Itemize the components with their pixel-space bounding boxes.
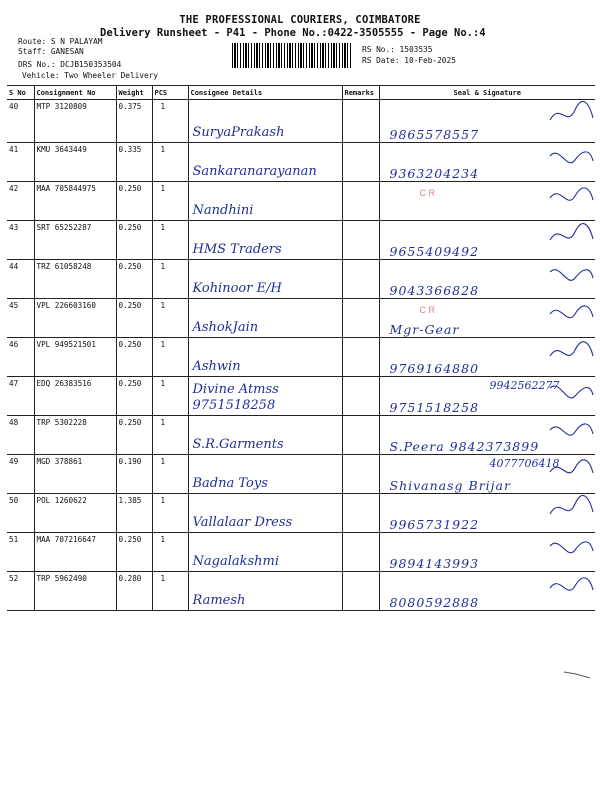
table-row — [7, 260, 595, 299]
cell-consignment: VPL 949521501 — [34, 338, 116, 377]
cell-weight: 0.280 — [116, 572, 152, 611]
delivery-table — [7, 85, 595, 611]
cell-sno: 43 — [7, 221, 34, 260]
cell-consignee — [188, 377, 342, 416]
handwritten-name: Ashwin — [192, 359, 241, 374]
cell-remarks — [342, 572, 379, 611]
table-row — [7, 182, 595, 221]
table-row — [7, 494, 595, 533]
cell-signature — [379, 182, 595, 221]
cell-remarks — [342, 143, 379, 182]
cell-weight: 0.250 — [116, 416, 152, 455]
vehicle-label: Vehicle: Two Wheeler Delivery — [22, 71, 159, 80]
cell-consignee — [188, 455, 342, 494]
cell-consignment: MAA 707216647 — [34, 533, 116, 572]
signature-scribble — [545, 494, 595, 524]
cell-sno: 52 — [7, 572, 34, 611]
cell-weight: 0.250 — [116, 299, 152, 338]
cell-remarks — [342, 377, 379, 416]
cell-remarks — [342, 455, 379, 494]
company-name: THE PROFESSIONAL COURIERS, COIMBATORE — [179, 14, 421, 26]
signature-scribble — [545, 455, 595, 485]
handwritten-signature: 9751518258 — [389, 400, 480, 415]
handwritten-signature: 9865578557 — [389, 127, 480, 142]
cell-consignee — [188, 221, 342, 260]
cell-pcs: 1 — [152, 377, 188, 416]
cell-remarks — [342, 221, 379, 260]
cell-weight: 0.375 — [116, 100, 152, 143]
col-weight: Weight — [116, 86, 152, 100]
cell-weight: 0.250 — [116, 182, 152, 221]
cell-sno: 48 — [7, 416, 34, 455]
cell-remarks — [342, 299, 379, 338]
handwritten-name: Kohinoor E/H — [192, 281, 282, 296]
cell-signature — [379, 221, 595, 260]
cell-signature — [379, 338, 595, 377]
cell-remarks — [342, 100, 379, 143]
handwritten-signature: Mgr-Gear — [389, 322, 460, 337]
cell-signature — [379, 455, 595, 494]
handwritten-name: HMS Traders — [192, 242, 282, 257]
handwritten-signature: 9363204234 — [389, 166, 480, 181]
signature-scribble — [545, 143, 595, 173]
cell-sno: 47 — [7, 377, 34, 416]
barcode-image — [232, 43, 352, 68]
handwritten-note: 4077706418 — [489, 457, 560, 470]
cell-consignment: TRP 5962490 — [34, 572, 116, 611]
handwritten-name: Nandhini — [192, 203, 254, 218]
signature-scribble — [545, 221, 595, 251]
cell-consignment: POL 1260622 — [34, 494, 116, 533]
cell-remarks — [342, 260, 379, 299]
cell-remarks — [342, 338, 379, 377]
col-consignment: Consignment No — [34, 86, 116, 100]
col-pcs: PCS — [152, 86, 188, 100]
signature-scribble — [545, 572, 595, 602]
cell-pcs: 1 — [152, 533, 188, 572]
cell-weight: 0.250 — [116, 221, 152, 260]
cell-sno: 51 — [7, 533, 34, 572]
cell-consignee — [188, 338, 342, 377]
table-row — [7, 377, 595, 416]
cell-consignee — [188, 260, 342, 299]
handwritten-name: Vallalaar Dress — [192, 515, 293, 530]
cell-signature — [379, 299, 595, 338]
cell-consignment: MTP 3120809 — [34, 100, 116, 143]
handwritten-name: Divine Atmss — [192, 382, 279, 397]
table-row — [7, 533, 595, 572]
cell-sno: 42 — [7, 182, 34, 221]
cell-consignee — [188, 299, 342, 338]
table-row — [7, 100, 595, 143]
table-row — [7, 221, 595, 260]
signature-scribble — [545, 100, 595, 130]
cell-consignment: KMU 3643449 — [34, 143, 116, 182]
pen-mark — [562, 668, 592, 680]
col-sno: S No — [7, 86, 34, 100]
table-row — [7, 455, 595, 494]
cell-signature — [379, 416, 595, 455]
cell-consignment: TRZ 61058248 — [34, 260, 116, 299]
handwritten-signature: Shivanasg Brijar — [389, 478, 511, 493]
signature-scribble — [545, 182, 595, 212]
cell-remarks — [342, 533, 379, 572]
handwritten-signature: 9894143993 — [389, 556, 480, 571]
cell-pcs: 1 — [152, 260, 188, 299]
handwritten-name: Sankaranarayanan — [192, 164, 317, 179]
cell-pcs: 1 — [152, 100, 188, 143]
cell-weight: 0.335 — [116, 143, 152, 182]
cell-pcs: 1 — [152, 455, 188, 494]
cell-consignment: MGD 378861 — [34, 455, 116, 494]
cell-pcs: 1 — [152, 299, 188, 338]
handwritten-signature: 9965731922 — [389, 517, 480, 532]
staff-label: Staff: GANESAN — [18, 47, 84, 56]
cell-weight: 0.250 — [116, 533, 152, 572]
handwritten-signature: 9043366828 — [389, 283, 480, 298]
rs-date: RS Date: 10-Feb-2025 — [362, 56, 456, 65]
cell-weight: 0.250 — [116, 377, 152, 416]
cell-signature — [379, 260, 595, 299]
table-row — [7, 572, 595, 611]
cell-consignment: MAA 705844975 — [34, 182, 116, 221]
signature-scribble — [545, 260, 595, 290]
handwritten-signature: 9655409492 — [389, 244, 480, 259]
runsheet-title: Delivery Runsheet - P41 - Phone No.:0422-3505555 - Page No.:4 — [100, 27, 486, 39]
cell-consignee — [188, 533, 342, 572]
table-row — [7, 416, 595, 455]
cell-sno: 44 — [7, 260, 34, 299]
table-row — [7, 299, 595, 338]
cell-sno: 50 — [7, 494, 34, 533]
rs-number: RS No.: 1503535 — [362, 45, 433, 54]
cell-consignee — [188, 182, 342, 221]
drs-number: DRS No.: DCJB150353504 — [18, 60, 122, 69]
handwritten-note: 9942562277 — [489, 379, 560, 392]
col-remarks: Remarks — [342, 86, 379, 100]
cell-signature — [379, 377, 595, 416]
signature-scribble — [545, 338, 595, 368]
cell-consignee — [188, 494, 342, 533]
table-row — [7, 338, 595, 377]
cell-pcs: 1 — [152, 143, 188, 182]
table-row — [7, 143, 595, 182]
cell-pcs: 1 — [152, 494, 188, 533]
cell-signature — [379, 143, 595, 182]
cell-consignee — [188, 100, 342, 143]
cell-weight: 0.250 — [116, 260, 152, 299]
cell-signature — [379, 533, 595, 572]
cell-pcs: 1 — [152, 572, 188, 611]
handwritten-name: AshokJain — [192, 320, 259, 335]
handwritten-phone: 9751518258 — [192, 398, 276, 413]
col-consignee: Consignee Details — [188, 86, 342, 100]
handwritten-signature: 8080592888 — [389, 595, 480, 610]
cell-sno: 40 — [7, 100, 34, 143]
cell-weight: 0.190 — [116, 455, 152, 494]
cell-remarks — [342, 182, 379, 221]
cell-consignment: SRT 65252287 — [34, 221, 116, 260]
cell-consignment: VPL 226603160 — [34, 299, 116, 338]
cell-weight: 1.385 — [116, 494, 152, 533]
handwritten-signature: S.Peera 9842373899 — [389, 439, 540, 454]
cell-consignment: TRP 5302228 — [34, 416, 116, 455]
cell-sno: 45 — [7, 299, 34, 338]
table-header — [7, 86, 595, 100]
cell-signature — [379, 494, 595, 533]
cell-signature — [379, 572, 595, 611]
cell-sno: 49 — [7, 455, 34, 494]
handwritten-name: SuryaPrakash — [192, 125, 285, 140]
handwritten-signature: 9769164880 — [389, 361, 480, 376]
cell-sno: 41 — [7, 143, 34, 182]
cell-consignee — [188, 572, 342, 611]
cell-consignment: EDQ 26383516 — [34, 377, 116, 416]
handwritten-name: Ramesh — [192, 593, 246, 608]
signature-scribble — [545, 533, 595, 563]
route-label: Route: S N PALAYAM — [18, 37, 103, 46]
signature-scribble — [545, 299, 595, 329]
cell-weight: 0.250 — [116, 338, 152, 377]
cell-consignee — [188, 143, 342, 182]
cell-sno: 46 — [7, 338, 34, 377]
stamp-mark: C R — [419, 305, 435, 315]
cell-pcs: 1 — [152, 338, 188, 377]
cell-signature — [379, 100, 595, 143]
stamp-mark: C R — [419, 188, 435, 198]
cell-pcs: 1 — [152, 182, 188, 221]
cell-consignee — [188, 416, 342, 455]
cell-pcs: 1 — [152, 221, 188, 260]
cell-pcs: 1 — [152, 416, 188, 455]
cell-remarks — [342, 494, 379, 533]
handwritten-name: Nagalakshmi — [192, 554, 280, 569]
handwritten-name: S.R.Garments — [192, 437, 284, 452]
handwritten-name: Badna Toys — [192, 476, 268, 491]
signature-scribble — [545, 416, 595, 446]
cell-remarks — [342, 416, 379, 455]
signature-scribble — [545, 377, 595, 407]
col-signature: Seal & Signature — [379, 86, 595, 100]
